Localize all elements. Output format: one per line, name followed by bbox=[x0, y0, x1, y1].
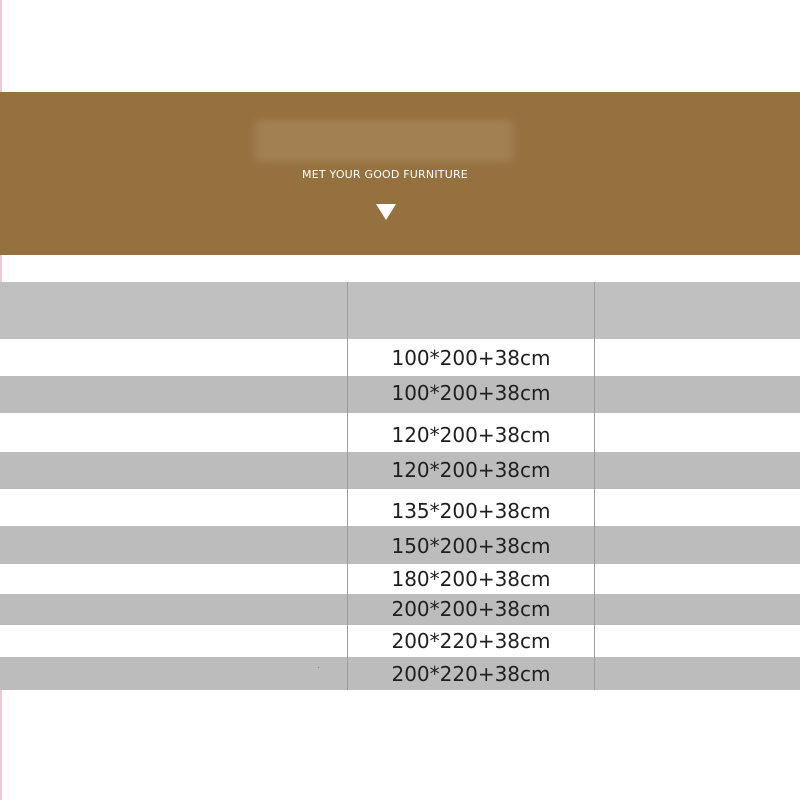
size-cell: 200*200+38cm bbox=[391, 597, 551, 621]
table-row bbox=[0, 625, 800, 657]
size-cell: 100*200+38cm bbox=[391, 346, 551, 370]
table-row bbox=[0, 657, 800, 690]
column-divider-right bbox=[594, 282, 595, 690]
size-cell: 180*200+38cm bbox=[391, 567, 551, 591]
table-row bbox=[0, 489, 800, 526]
banner-tagline: MET YOUR GOOD FURNITURE bbox=[302, 168, 468, 181]
table-row bbox=[0, 376, 800, 413]
table-row bbox=[0, 594, 800, 625]
size-cell: 200*220+38cm bbox=[391, 629, 551, 653]
size-table bbox=[0, 282, 800, 690]
table-row bbox=[0, 564, 800, 594]
size-cell: 100*200+38cm bbox=[391, 381, 551, 405]
table-row bbox=[0, 526, 800, 564]
size-cell: 135*200+38cm bbox=[391, 499, 551, 523]
size-cell: 120*200+38cm bbox=[391, 458, 551, 482]
blurred-brand-logo bbox=[255, 120, 513, 162]
table-header-row bbox=[0, 282, 800, 339]
table-row bbox=[0, 452, 800, 489]
brand-banner bbox=[0, 92, 800, 255]
down-triangle-icon bbox=[376, 204, 396, 220]
table-row bbox=[0, 339, 800, 376]
size-cell: 150*200+38cm bbox=[391, 534, 551, 558]
table-row bbox=[0, 413, 800, 452]
size-cell: 200*220+38cm bbox=[391, 662, 551, 686]
column-divider-left bbox=[347, 282, 348, 690]
size-cell: 120*200+38cm bbox=[391, 423, 551, 447]
stray-dot bbox=[318, 667, 319, 668]
